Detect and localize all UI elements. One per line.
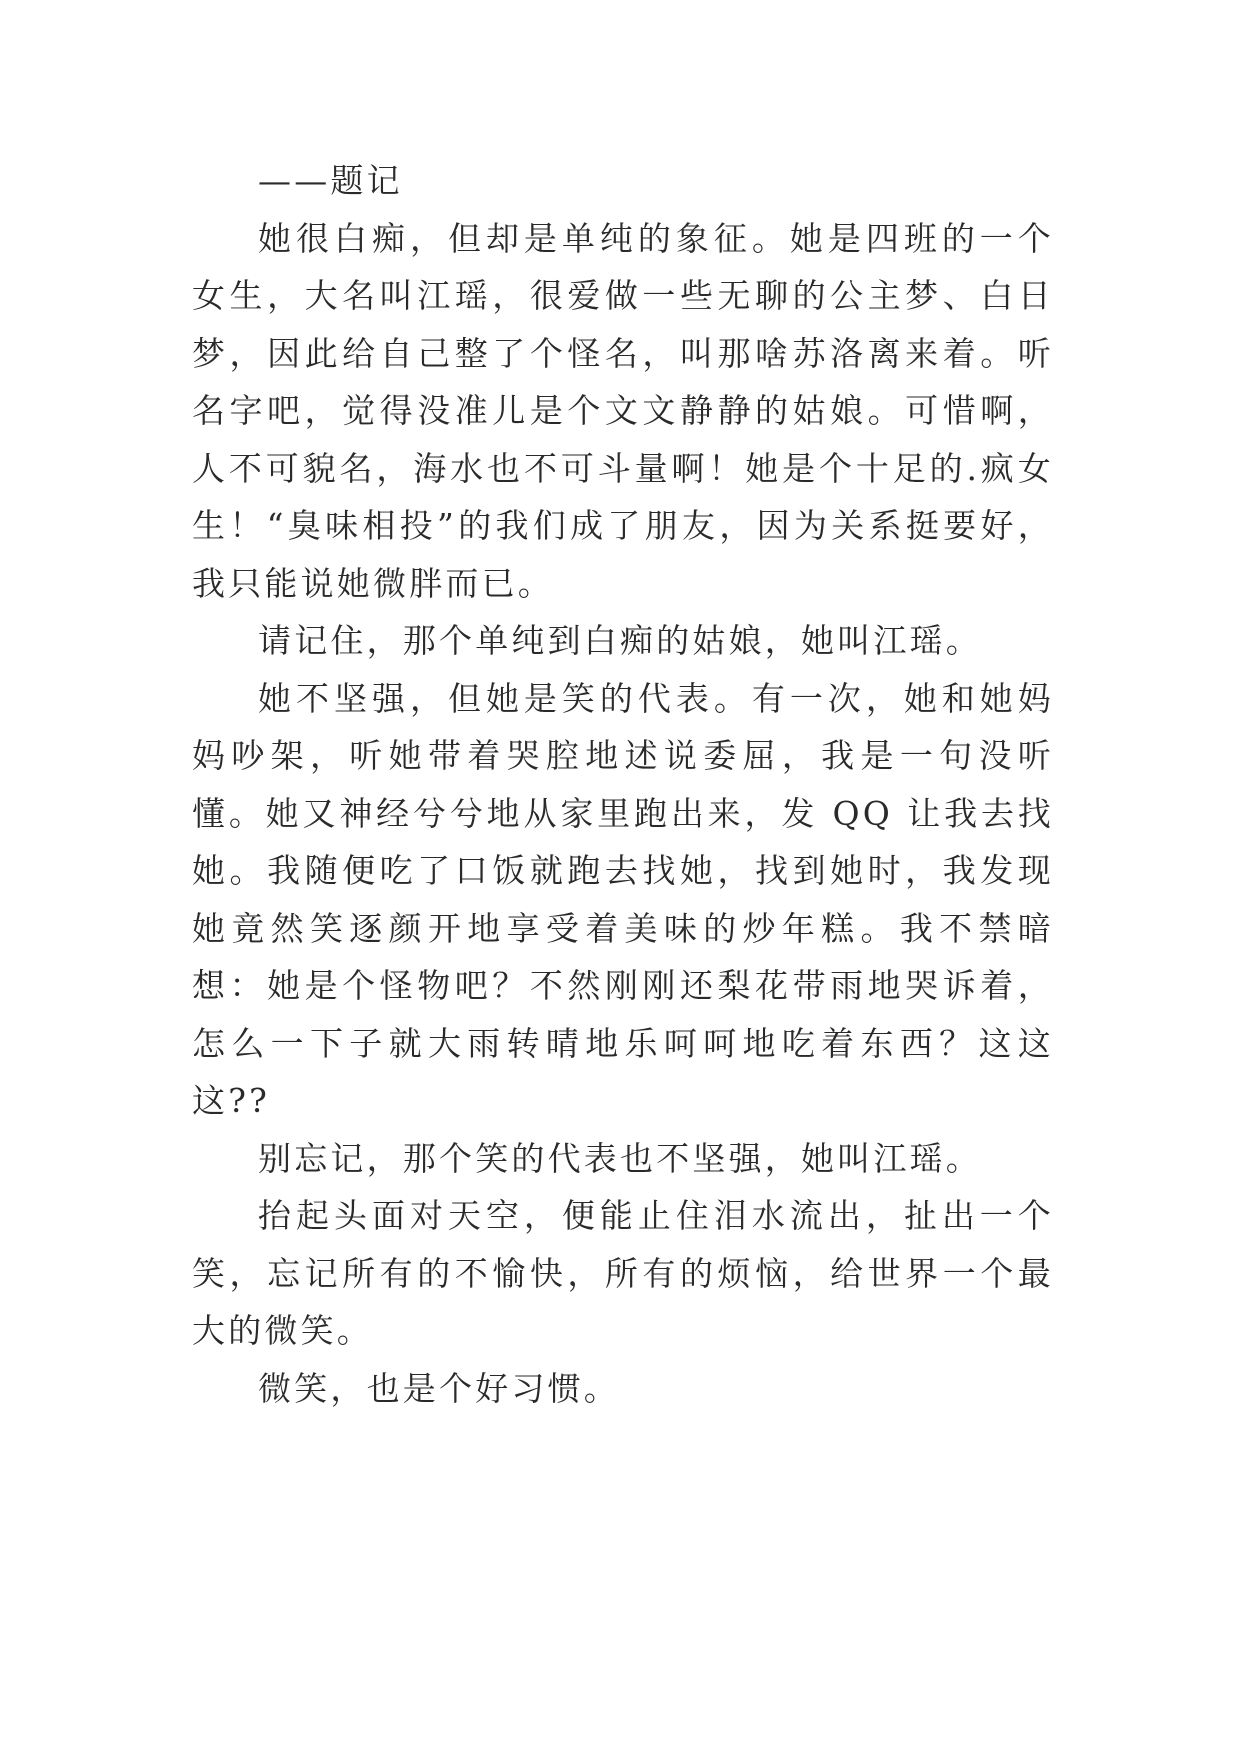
paragraph: 她很白痴，但却是单纯的象征。她是四班的一个女生，大名叫江瑶，很爱做一些无聊的公主梦、白日梦，因此给自己整了个怪名，叫那啥苏洛离来着。听名字吧，觉得没准儿是个文文静静的姑娘。可惜啊，人不可貌名，海水也不可斗量啊！她是个十足的.疯女生！“臭味相投”的我们成了朋友，因为关系挺要好，我只能说她微胖而已。	[192, 218, 1054, 603]
paragraph: 抬起头面对天空，便能止住泪水流出，扯出一个笑，忘记所有的不愉快，所有的烦恼，给世界一个最大的微笑。	[192, 1196, 1054, 1350]
document-body	[192, 152, 1054, 1417]
paragraph: 请记住，那个单纯到白痴的姑娘，她叫江瑶。	[258, 621, 982, 660]
epigraph: ——题记	[258, 161, 403, 200]
paragraph: 别忘记，那个笑的代表也不坚强，她叫江瑶。	[258, 1138, 982, 1178]
paragraph: 她不坚强，但她是笑的代表。有一次，她和她妈妈吵架，听她带着哭腔地述说委屈，我是一句没听懂。她又神经兮兮地从家里跑出来，发 QQ 让我去找她。我随便吃了口饭就跑去找她，找到她时，我发现她竟然笑逐颜开地享受着美味的炒年糕。我不禁暗想：她是个怪物吧？不然刚刚还梨花带雨地哭诉着，怎么一下子就大雨转晴地乐呵呵地吃着东西？这这这??	[192, 678, 1054, 1120]
paragraph: 微笑，也是个好习惯。	[258, 1368, 620, 1408]
